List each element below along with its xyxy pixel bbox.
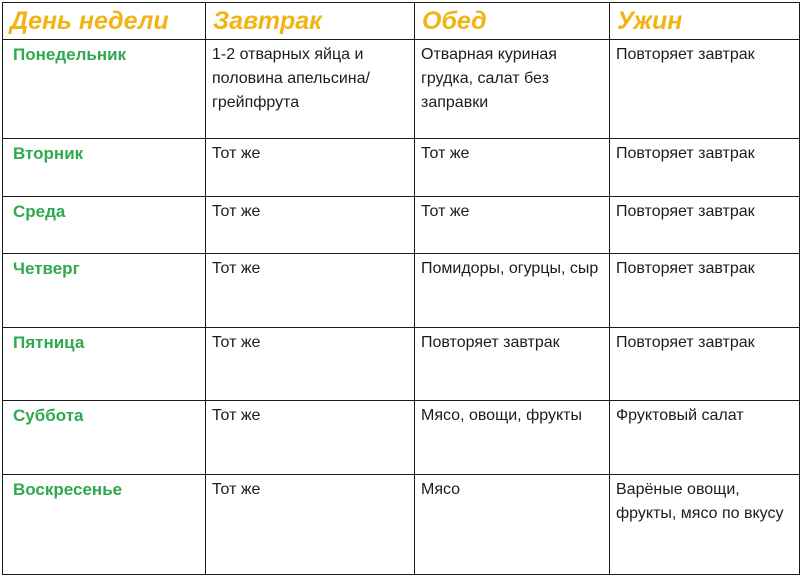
- breakfast-cell: Тот же: [206, 401, 415, 475]
- header-day-of-week: День недели: [3, 3, 206, 40]
- dinner-cell: Повторяет завтрак: [610, 197, 800, 254]
- dinner-cell: Повторяет завтрак: [610, 328, 800, 401]
- dinner-cell: Повторяет завтрак: [610, 40, 800, 139]
- table-row: [3, 328, 800, 401]
- day-cell: Вторник: [3, 139, 206, 197]
- breakfast-cell: Тот же: [206, 475, 415, 575]
- header-breakfast: Завтрак: [206, 3, 415, 40]
- table-row: [3, 197, 800, 254]
- table-row: [3, 401, 800, 475]
- header-lunch: Обед: [415, 3, 610, 40]
- table-row: [3, 254, 800, 328]
- lunch-cell: Повторяет завтрак: [415, 328, 610, 401]
- dinner-cell: Повторяет завтрак: [610, 254, 800, 328]
- lunch-cell: Мясо, овощи, фрукты: [415, 401, 610, 475]
- day-cell: Понедельник: [3, 40, 206, 139]
- lunch-cell: Помидоры, огурцы, сыр: [415, 254, 610, 328]
- table-row: [3, 475, 800, 575]
- day-cell: Воскресенье: [3, 475, 206, 575]
- breakfast-cell: Тот же: [206, 328, 415, 401]
- table-header-row: [3, 3, 800, 40]
- breakfast-cell: Тот же: [206, 254, 415, 328]
- dinner-cell: Фруктовый салат: [610, 401, 800, 475]
- breakfast-cell: 1-2 отварных яйца и половина апельсина/грейпфрута: [206, 40, 415, 139]
- table-row: [3, 139, 800, 197]
- lunch-cell: Тот же: [415, 139, 610, 197]
- lunch-cell: Отварная куриная грудка, салат без заправки: [415, 40, 610, 139]
- table-row: [3, 40, 800, 139]
- lunch-cell: Тот же: [415, 197, 610, 254]
- day-cell: Четверг: [3, 254, 206, 328]
- day-cell: Среда: [3, 197, 206, 254]
- dinner-cell: Повторяет завтрак: [610, 139, 800, 197]
- day-cell: Суббота: [3, 401, 206, 475]
- header-dinner: Ужин: [610, 3, 800, 40]
- lunch-cell: Мясо: [415, 475, 610, 575]
- breakfast-cell: Тот же: [206, 197, 415, 254]
- diet-menu-table: [2, 2, 800, 575]
- breakfast-cell: Тот же: [206, 139, 415, 197]
- day-cell: Пятница: [3, 328, 206, 401]
- dinner-cell: Варёные овощи, фрукты, мясо по вкусу: [610, 475, 800, 575]
